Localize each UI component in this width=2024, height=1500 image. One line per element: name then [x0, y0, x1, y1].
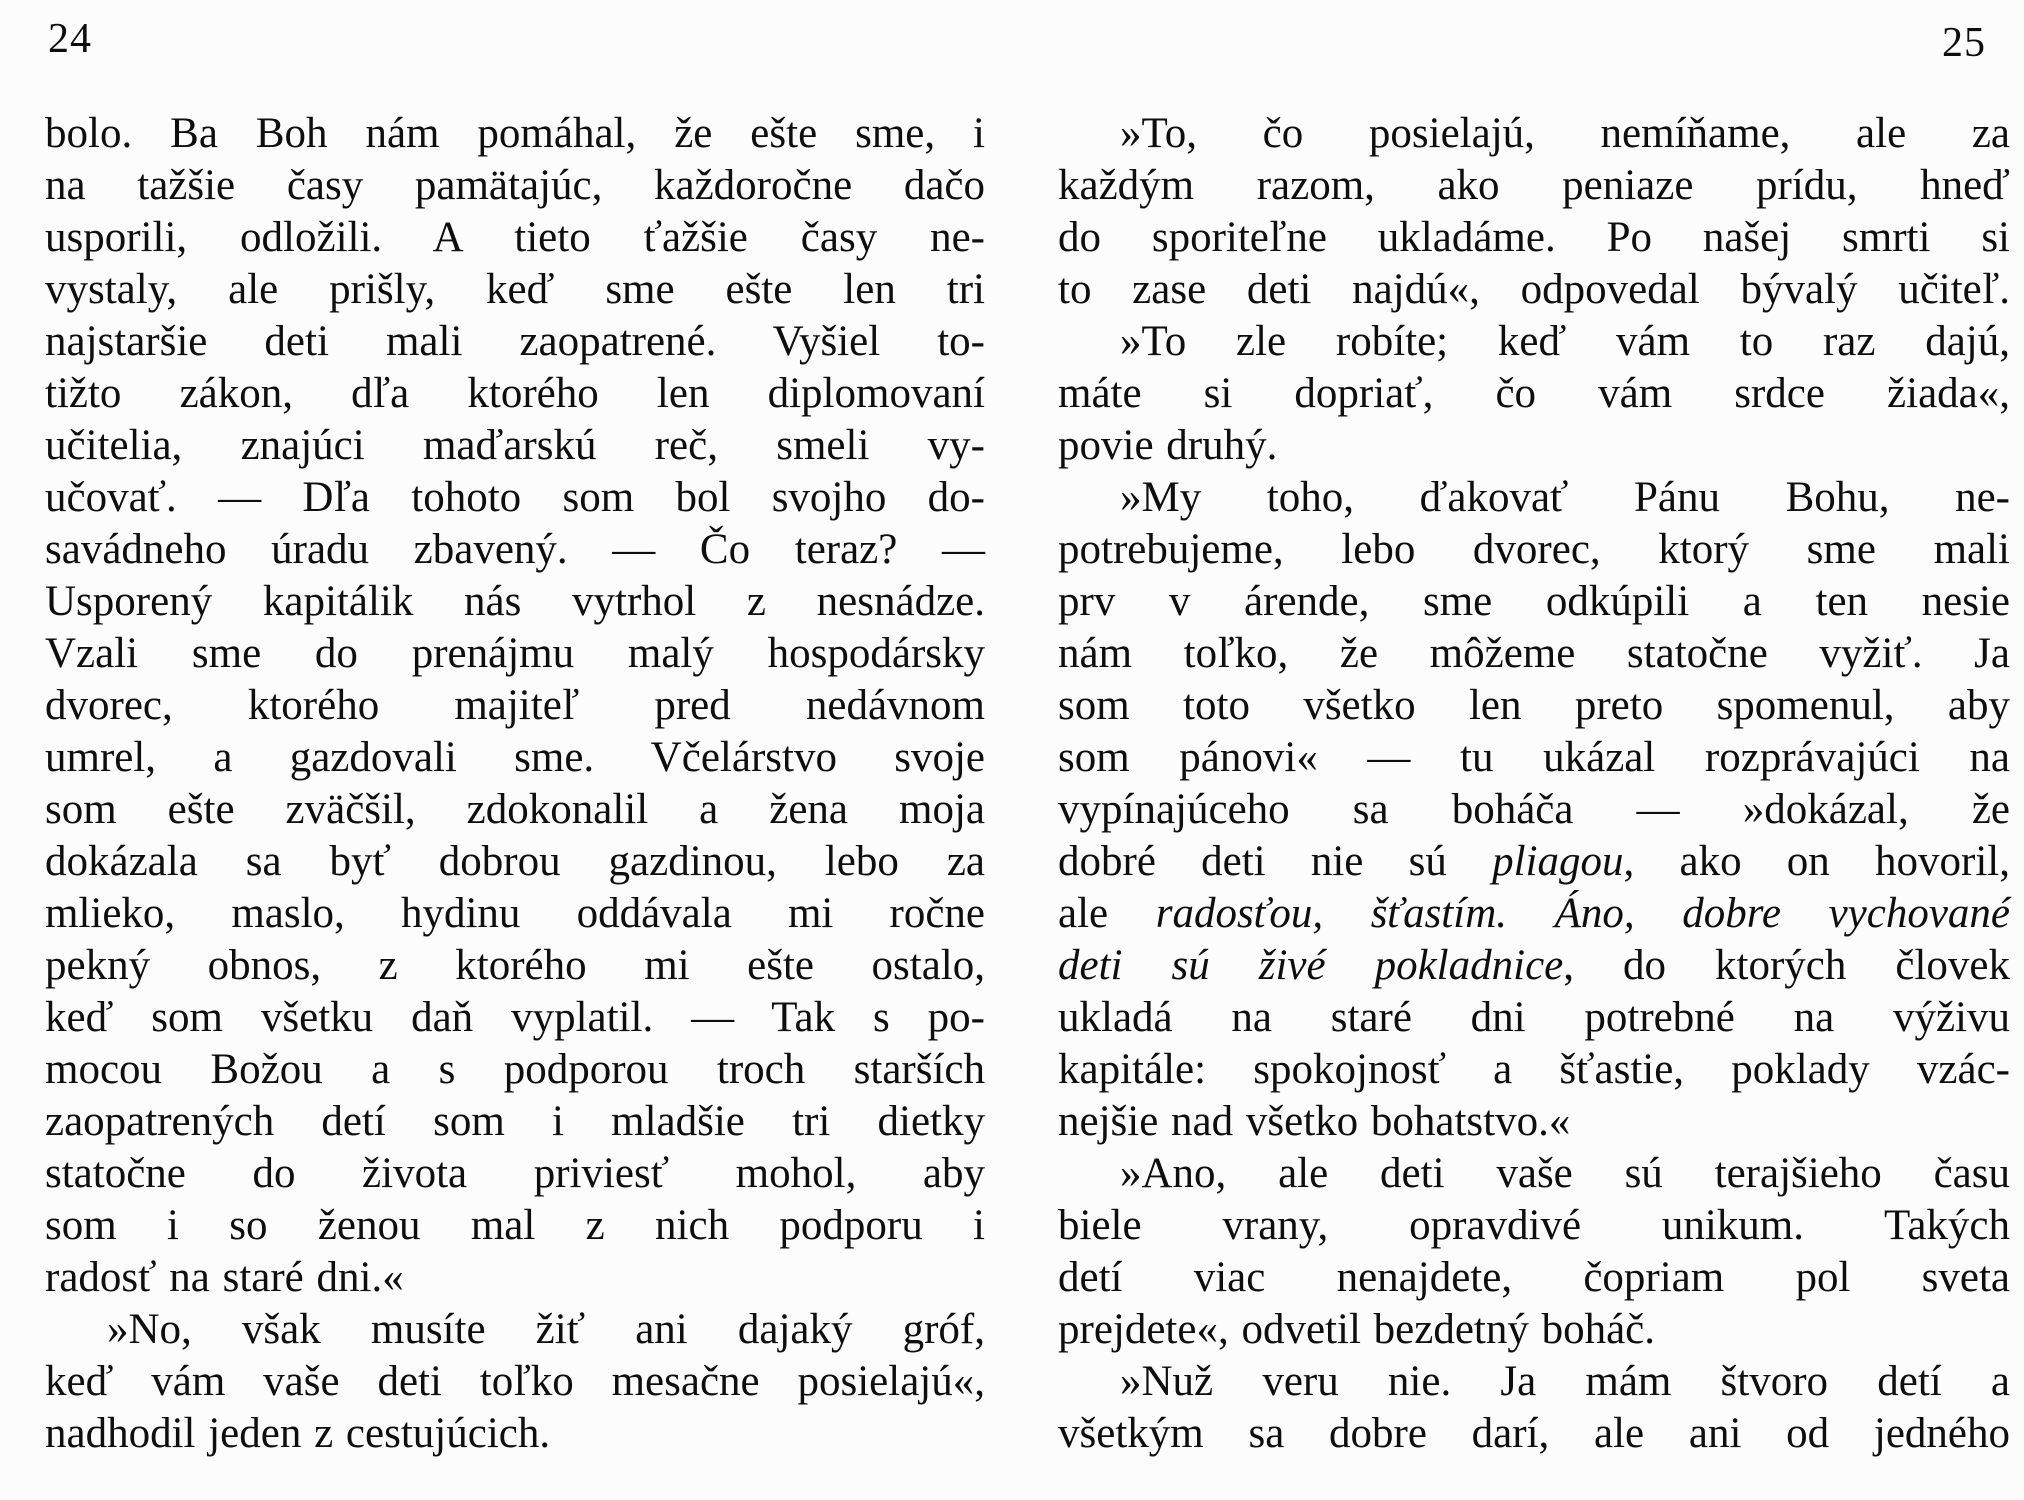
text-line [1058, 316, 2010, 368]
text-line [1058, 472, 2010, 524]
text-line [45, 264, 985, 316]
text-line [45, 1252, 985, 1304]
text-run: som pánovi« — tu ukázal rozprávajúci na [1058, 734, 2010, 781]
text-run: statočne do života priviesť mohol, aby [45, 1150, 985, 1197]
text-line [45, 316, 985, 368]
text-line [1058, 108, 2010, 160]
text-run: kapitále: spokojnosť a šťastie, poklady vzác- [1058, 1046, 2010, 1093]
text-line [1058, 1252, 2010, 1304]
text-line [1058, 1096, 2010, 1148]
text-run: »No, však musíte žiť ani dajaký gróf, [107, 1306, 985, 1353]
page-number-left: 24 [48, 16, 92, 62]
text-run: keď vám vaše deti toľko mesačne posielajú«, [45, 1358, 985, 1405]
text-line [45, 1096, 985, 1148]
text-run: vystaly, ale prišly, keď sme ešte len tri [45, 266, 985, 313]
text-line [45, 784, 985, 836]
page-number-right: 25 [1942, 20, 1986, 66]
text-run: , do ktorých človek [1563, 942, 2010, 989]
text-line [1058, 576, 2010, 628]
italic-text-run: deti sú živé pokladnice [1058, 942, 1564, 989]
text-line [1058, 888, 2010, 940]
text-run: som ešte zväčšil, zdokonalil a žena moja [45, 786, 985, 833]
text-run: biele vrany, opravdivé unikum. Takých [1058, 1202, 2010, 1249]
text-run: »Ano, ale deti vaše sú terajšieho času [1120, 1150, 2010, 1197]
text-run: ale [1058, 890, 1156, 937]
text-line [1058, 368, 2010, 420]
text-line [45, 628, 985, 680]
text-run: povie druhý. [1058, 422, 1278, 469]
text-line [1058, 836, 2010, 888]
text-line [45, 1200, 985, 1252]
text-run: potrebujeme, lebo dvorec, ktorý sme mali [1058, 526, 2010, 573]
text-run: umrel, a gazdovali sme. Včelárstvo svoje [45, 734, 985, 781]
text-run: Usporený kapitálik nás vytrhol z nesnádze. [45, 578, 985, 625]
text-line [1058, 1044, 2010, 1096]
text-run: do sporiteľne ukladáme. Po našej smrti si [1058, 214, 2010, 261]
text-line [45, 992, 985, 1044]
text-run: učitelia, znajúci maďarskú reč, smeli vy- [45, 422, 985, 469]
text-line [45, 1148, 985, 1200]
text-line [1058, 628, 2010, 680]
text-run: detí viac nenajdete, čopriam pol sveta [1058, 1254, 2010, 1301]
text-line [45, 732, 985, 784]
text-line [1058, 680, 2010, 732]
text-line [45, 108, 985, 160]
text-run: každým razom, ako peniaze prídu, hneď [1058, 162, 2010, 209]
text-line [1058, 992, 2010, 1044]
text-line [45, 1408, 985, 1460]
text-run: , ako on hovoril, [1623, 838, 2010, 885]
text-line [45, 212, 985, 264]
text-run: to zase deti najdú«, odpovedal bývalý učiteľ. [1058, 266, 2010, 313]
text-run: prejdete«, odvetil bezdetný boháč. [1058, 1306, 1656, 1353]
text-run: keď som všetku daň vyplatil. — Tak s po- [45, 994, 985, 1041]
text-line [1058, 264, 2010, 316]
text-line [45, 1304, 985, 1356]
text-line [45, 888, 985, 940]
text-run: ukladá na staré dni potrebné na výživu [1058, 994, 2010, 1041]
text-run: všetkým sa dobre darí, ale ani od jedného [1058, 1410, 2010, 1457]
text-run: nadhodil jeden z cestujúcich. [45, 1410, 551, 1457]
text-run: dvorec, ktorého majiteľ pred nedávnom [45, 682, 985, 729]
text-line [45, 1044, 985, 1096]
text-line [1058, 524, 2010, 576]
text-run: máte si dopriať, čo vám srdce žiada«, [1058, 370, 2010, 417]
text-run: nejšie nad všetko bohatstvo.« [1058, 1098, 1571, 1145]
page-left-text-column [45, 108, 985, 1460]
text-line [1058, 160, 2010, 212]
text-line [45, 940, 985, 992]
text-run: prv v árende, sme odkúpili a ten nesie [1058, 578, 2010, 625]
text-run: pekný obnos, z ktorého mi ešte ostalo, [45, 942, 985, 989]
text-line [45, 1356, 985, 1408]
text-line [1058, 1148, 2010, 1200]
text-line [1058, 1304, 2010, 1356]
text-run: učovať. — Dľa tohoto som bol svojho do- [45, 474, 985, 521]
text-line [45, 836, 985, 888]
text-run: dobré deti nie sú [1058, 838, 1493, 885]
text-line [1058, 940, 2010, 992]
text-line [45, 524, 985, 576]
text-line [1058, 732, 2010, 784]
text-run: tižto zákon, dľa ktorého len diplomovaní [45, 370, 985, 417]
text-line [45, 420, 985, 472]
italic-text-run: radosťou, šťastím. Áno, dobre vychované [1155, 890, 2010, 937]
text-run: som toto všetko len preto spomenul, aby [1058, 682, 2010, 729]
text-line [1058, 1200, 2010, 1252]
text-line [45, 160, 985, 212]
text-line [1058, 784, 2010, 836]
text-run: radosť na staré dni.« [45, 1254, 404, 1301]
text-run: mocou Božou a s podporou troch starších [45, 1046, 985, 1093]
text-run: »My toho, ďakovať Pánu Bohu, ne- [1120, 474, 2010, 521]
text-run: vypínajúceho sa boháča — »dokázal, že [1058, 786, 2010, 833]
text-run: »To, čo posielajú, nemíňame, ale za [1120, 110, 2010, 157]
text-run: Vzali sme do prenájmu malý hospodársky [45, 630, 985, 677]
text-run: som i so ženou mal z nich podporu i [45, 1202, 985, 1249]
page-right-text-column [1058, 108, 2010, 1460]
text-run: »Nuž veru nie. Ja mám štvoro detí a [1120, 1358, 2010, 1405]
text-run: usporili, odložili. A tieto ťažšie časy ne- [45, 214, 985, 261]
text-run: mlieko, maslo, hydinu oddávala mi ročne [45, 890, 985, 937]
text-line [45, 576, 985, 628]
text-run: najstaršie deti mali zaopatrené. Vyšiel to- [45, 318, 985, 365]
text-run: »To zle robíte; keď vám to raz dajú, [1120, 318, 2010, 365]
italic-text-run: pliagou [1492, 838, 1624, 885]
text-line [1058, 1356, 2010, 1408]
text-line [45, 680, 985, 732]
text-line [45, 472, 985, 524]
text-line [1058, 1408, 2010, 1460]
text-run: savádneho úradu zbavený. — Čo teraz? — [45, 526, 985, 573]
text-run: na tažšie časy pamätajúc, každoročne dačo [45, 162, 985, 209]
text-run: bolo. Ba Boh nám pomáhal, že ešte sme, i [45, 110, 985, 157]
text-run: zaopatrených detí som i mladšie tri dietky [45, 1098, 985, 1145]
text-run: dokázala sa byť dobrou gazdinou, lebo za [45, 838, 985, 885]
text-line [1058, 212, 2010, 264]
text-line [45, 368, 985, 420]
text-run: nám toľko, že môžeme statočne vyžiť. Ja [1058, 630, 2010, 677]
text-line [1058, 420, 2010, 472]
